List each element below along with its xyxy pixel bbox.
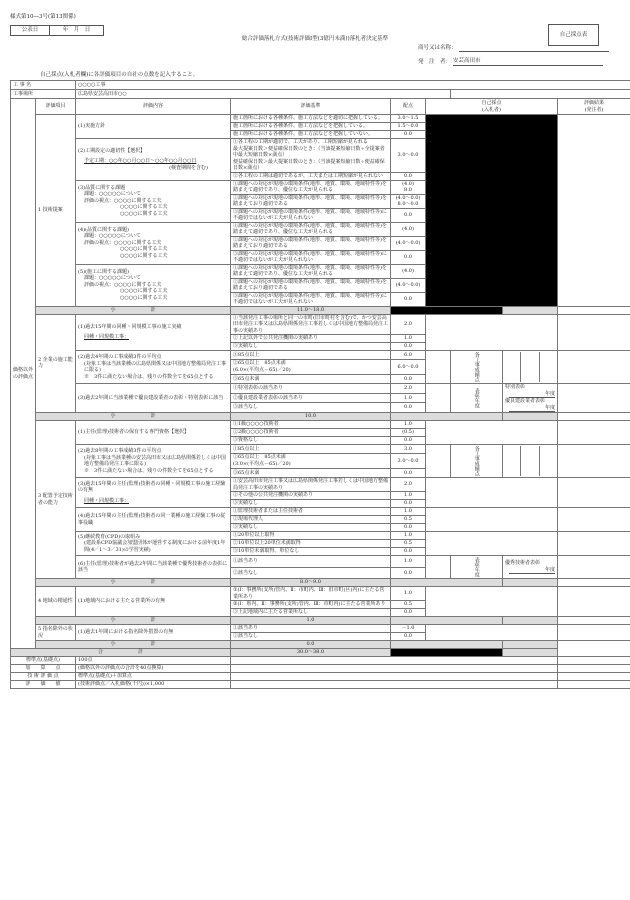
evaluation-content xyxy=(76,314,231,351)
result-cell xyxy=(558,314,630,351)
self-score-input[interactable] xyxy=(426,532,558,556)
subtotal-label: 小 計 xyxy=(36,413,231,421)
result-cell xyxy=(558,532,630,556)
criteria-text: ②2級○○○○技術者 xyxy=(231,429,391,437)
self-score-input[interactable] xyxy=(426,478,558,508)
content-title: (5)(施工に関する課題) xyxy=(78,268,129,275)
form-number: 様式第10―3号(第13関係) xyxy=(10,14,76,20)
footer-label: 標準点(基礎点) xyxy=(11,657,76,665)
evaluation-content xyxy=(76,384,231,413)
criteria-text: ②65点以上 85点未満 (6.0×(平均点－65)／20) xyxy=(231,359,391,374)
points-value: 2.0 xyxy=(391,314,426,335)
content-title: (2)工期設定の適切性【選択】 xyxy=(78,147,146,154)
content-title: (6)主任(監理)技術者が過去2年間に当該業種で優秀技術者の表彰に該当 xyxy=(78,560,228,573)
footer-blank xyxy=(231,657,558,665)
content-line: ※ 3件に満たない場合は、残りの件数全てを65点とする xyxy=(84,467,214,474)
self-score-input[interactable] xyxy=(426,351,451,384)
orderer-label: 発 注 者： xyxy=(418,59,452,65)
content-title: (4)(品質に関する課題) xyxy=(78,226,129,233)
grade-input-1[interactable] xyxy=(503,352,521,382)
blank-cell xyxy=(451,90,630,99)
criteria-text: ③65点未満 xyxy=(231,375,391,384)
content-line: 評価の視点：○○○○に関する工夫 xyxy=(84,239,162,246)
subtotal-self xyxy=(391,306,503,314)
outer-label: 価格以外の評価点 xyxy=(11,99,36,649)
points-value: 3.0～0.0 xyxy=(391,453,426,468)
col-header-content: 評価内容 xyxy=(76,99,231,115)
content-title: (1)過去1年間における指名除外措置の有無 xyxy=(78,629,174,636)
content-line: ※ 3件に満たない場合は、残りの件数全てを65点とする xyxy=(84,373,214,380)
evaluation-content xyxy=(76,532,231,556)
evaluation-content xyxy=(76,587,231,617)
subtotal-points: 0.0 xyxy=(231,641,391,649)
evaluation-content xyxy=(76,264,231,306)
content-title: (3)過去15年間の主任(監理)技術者の同種・同規模工事の施工経験の有無 xyxy=(78,480,226,494)
total-label: 合 計 xyxy=(11,649,231,657)
self-score-input[interactable] xyxy=(426,625,558,641)
self-score-input[interactable] xyxy=(426,314,558,351)
points-value: 0.0 xyxy=(391,375,426,384)
col-header-result: 評価結果 (発注者) xyxy=(558,99,630,115)
criteria-text: ②該当なし xyxy=(231,633,391,641)
criteria-text: ②課題への対応が現地の環境条件(地形、地質、環境、地域特性等)を踏まえており適切である xyxy=(231,278,391,292)
content-line: (対象工事は当該業種の広島県関係又は中国地方整備局発注工事に限る) xyxy=(84,360,226,373)
result-cell xyxy=(558,445,630,478)
self-score-label: 自己採点表 xyxy=(548,24,599,46)
footer-blank xyxy=(231,681,558,689)
content-line: ○○○○に関する工夫 xyxy=(120,252,168,259)
project-name-value: ○○○○工事 xyxy=(76,81,630,90)
evaluation-content xyxy=(76,115,231,139)
evaluation-table xyxy=(10,80,630,689)
points-value: 0.0 xyxy=(391,548,426,556)
content-title: (1)過去15年間の同種・同規模工事の施工実績 xyxy=(78,323,182,330)
criteria-text: ①該当あり xyxy=(231,625,391,633)
criteria-text: ①85点以上 xyxy=(231,445,391,454)
subtotal-result xyxy=(503,617,558,625)
subtotal-result xyxy=(503,641,558,649)
footer-result xyxy=(558,681,630,689)
col-header-self: 自己採点 (入札者) xyxy=(426,99,558,115)
content-line: ○○○○に関する工夫 xyxy=(120,246,168,253)
points-value: (4.0～0.0) xyxy=(391,278,426,292)
criteria-text: ①85点以上 xyxy=(231,351,391,360)
self-score-input[interactable] xyxy=(426,556,451,579)
footer-label: 技 術 評 価 点 xyxy=(11,673,76,681)
footer-value: 標準点(基礎点)＋加算点 xyxy=(76,673,231,681)
company-field xyxy=(418,44,609,52)
criteria-text: ①特別表彰の該当あり xyxy=(231,384,391,394)
section-label: 4 地域の精通性 xyxy=(36,587,76,617)
content-line: 課題：○○○○○について xyxy=(84,233,141,240)
footer-result xyxy=(558,665,630,673)
points-value: 2.0 xyxy=(391,478,426,492)
grade-input-1[interactable] xyxy=(503,446,521,476)
points-value: 0.0 xyxy=(391,131,426,139)
section-label: 2 企業の施工能力 xyxy=(36,314,76,413)
criteria-text: ①課題への対応が現地の環境条件(地形、地質、環境、地域特性等)を踏まえて適切であり、優位な工夫が見られる xyxy=(231,180,391,194)
subtotal-result xyxy=(503,306,558,314)
content-line: 評価の視点：○○○○に関する工夫 xyxy=(84,197,162,204)
criteria-text: ③10単位未満取得、単位なし xyxy=(231,548,391,556)
content-note: (検査期間を含む) xyxy=(169,164,208,171)
subtotal-label: 小 計 xyxy=(36,306,231,314)
self-score-input[interactable] xyxy=(426,445,451,478)
criteria-text: ③課題への対応が現地の環境条件(地形、地質、環境、地域特性等)に不適切ではないが工夫が見られない xyxy=(231,250,391,264)
award-line: 年度 xyxy=(509,405,555,413)
criteria-text: ③課題への対応が現地の環境条件(地形、地質、環境、地域特性等)に不適切ではないが工夫が見られない xyxy=(231,208,391,222)
content-line: ○○○○に関する工夫 xyxy=(120,204,168,211)
self-score-input[interactable] xyxy=(426,421,558,445)
evaluation-content xyxy=(76,625,231,641)
content-line: (対象工事は当該業種の安芸高田市又は広島県関係若しくは中国地方整備局発注工事に限る) xyxy=(84,454,226,467)
points-value: 3.0 xyxy=(391,445,426,454)
evaluation-content xyxy=(76,421,231,445)
col-header-criteria: 評価基準 xyxy=(231,99,391,115)
content-title: (1)地域内における主たる営業所の有無 xyxy=(78,598,166,605)
points-value: 1.0 xyxy=(391,587,426,601)
footer-blank xyxy=(231,665,558,673)
points-value: 0.0 xyxy=(391,403,426,413)
document-title: 総合評価落札方式(技術評価Ⅰ型(3億円未満))落札者決定基準 xyxy=(241,36,389,42)
self-score-input[interactable] xyxy=(426,587,558,617)
project-location-label: 工事場所 xyxy=(11,90,76,99)
content-title: (1)実施方針 xyxy=(78,123,106,130)
criteria-text: ③資格なし xyxy=(231,437,391,445)
section-label: 3 配置予定技術者の能力 xyxy=(36,421,76,579)
content-title: (5)継続教育(CPD)の取組み xyxy=(78,533,141,540)
evaluation-content xyxy=(76,556,231,579)
evaluation-content xyxy=(76,508,231,532)
criteria-text: ①監理技術者または主任技術者 xyxy=(231,508,391,516)
grade-input-2[interactable] xyxy=(521,446,539,476)
points-value: 0.0 xyxy=(391,567,426,579)
points-value: 0.5 xyxy=(391,516,426,524)
evaluation-content xyxy=(76,139,231,181)
points-value: 6.0～0.0 xyxy=(391,359,426,374)
result-cell xyxy=(558,384,630,413)
points-value: 1.0 xyxy=(391,532,426,540)
col-header-item: 評価項目 xyxy=(36,99,76,115)
instruction-text: 自己採点(入札者欄)に各評価項目の自社の点数を記入すること。 xyxy=(40,72,199,78)
criteria-text: ②上記以外で公共発注機関の実績あり xyxy=(231,335,391,343)
self-score-input[interactable] xyxy=(426,508,558,532)
side-label: 各工事成績点 xyxy=(451,351,503,384)
company-input[interactable] xyxy=(459,44,609,52)
award-line: 年度 xyxy=(509,567,555,575)
grade-input-2[interactable] xyxy=(521,352,539,382)
criteria-text: ②優良建設業者表彰の該当あり xyxy=(231,393,391,403)
evaluation-content xyxy=(76,222,231,264)
content-title: (3)過去2年間に当該業種で優良建設業者の表彰・特別表彰に該当 xyxy=(78,394,224,401)
points-value: 3.0～1.5 xyxy=(391,115,426,123)
subtotal-points: 11.0～18.0 xyxy=(231,306,391,314)
content-line: 課題：○○○○○について xyxy=(84,275,141,282)
criteria-text: ①課題への対応が現地の環境条件(地形、地質、環境、地域特性等)を踏まえて適切であり、優位な工夫が見られる xyxy=(231,222,391,236)
content-title: (2)過去8年間の工事成績3件の平均点 xyxy=(78,448,162,454)
award-line: 特別表彰 xyxy=(505,384,526,390)
criteria-text: ③実績なし xyxy=(231,524,391,532)
award-year-field[interactable] xyxy=(503,384,558,413)
criteria-text: ①20単位以上取得 xyxy=(231,532,391,540)
publication-label: 公表日 xyxy=(11,26,50,35)
section-label: 1 技術提案 xyxy=(36,115,76,307)
points-value: 1.0 xyxy=(391,335,426,343)
points-value: (4.0) xyxy=(391,264,426,278)
result-cell xyxy=(558,478,630,508)
subtotal-self[interactable] xyxy=(391,579,503,587)
self-score-blacked xyxy=(426,115,558,307)
orderer-field xyxy=(418,58,603,66)
points-value: 0.0 xyxy=(391,524,426,532)
points-value: (4.0) 8.0 xyxy=(391,180,426,194)
total-points: 30.0～38.0 xyxy=(231,649,391,657)
content-title: (1)主任(監理)技術者の保有する専門資格【選択】 xyxy=(78,429,189,436)
criteria-text: ②現場代理人 xyxy=(231,516,391,524)
criteria-text: ①該当あり xyxy=(231,556,391,568)
points-value: 0.0 xyxy=(391,469,426,478)
publication-date-box xyxy=(10,25,104,36)
points-value: 0.0 xyxy=(391,292,426,306)
result-cell xyxy=(558,115,630,307)
criteria-text: ③上記地域内に主たる営業所なし xyxy=(231,609,391,617)
evaluation-content xyxy=(76,478,231,508)
criteria-text: ③実績なし xyxy=(231,500,391,508)
result-cell xyxy=(558,421,630,445)
criteria-text: ①(Ⅰ：事務所(支所)管内、Ⅱ：市町内、Ⅲ：旧市町(区)内)に主たる営業所あり xyxy=(231,587,391,601)
criteria-text: ②(Ⅰ：県内、Ⅱ：事務所(支所)管内、Ⅲ：市町内)に主たる営業所あり xyxy=(231,601,391,609)
footer-value: (技術評価点／入札価格(千円))×1,000 xyxy=(76,681,231,689)
side-label: 各工事成績点 xyxy=(451,445,503,478)
criteria-text: ②その他の公共発注機関の実績あり xyxy=(231,492,391,500)
subtotal-self[interactable] xyxy=(391,617,503,625)
points-value: 2.0 xyxy=(391,384,426,394)
points-value: 1.0 xyxy=(391,556,426,568)
points-value: 0.0 xyxy=(391,633,426,641)
criteria-text: 施工箇所における各種条件、施工方法などを把握していない。 xyxy=(231,131,391,139)
content-line: 評価の視点：○○○○に関する工夫 xyxy=(84,281,162,288)
footer-result xyxy=(558,657,630,665)
grade-input-3[interactable] xyxy=(540,352,557,382)
side-label: 表彰年度 xyxy=(451,384,503,413)
subtotal-label: 小 計 xyxy=(36,641,231,649)
result-cell xyxy=(558,351,630,384)
publication-date[interactable]: 年 月 日 xyxy=(62,27,91,34)
content-line: (建設系CPD協議会加盟団体が運営する制度における前年度1年間(4／1～3／31)の学習実績) xyxy=(84,540,226,553)
criteria-text: ①1級○○○○技術者 xyxy=(231,421,391,429)
subtotal-result xyxy=(503,413,558,421)
col-header-points: 配点 xyxy=(391,99,426,115)
total-result xyxy=(503,649,558,657)
grade-input-3[interactable] xyxy=(540,446,557,476)
points-value: 0.0 xyxy=(391,343,426,351)
content-line: ○○○○に関する工夫 xyxy=(120,288,168,295)
subtotal-points: 1.0 xyxy=(231,617,391,625)
criteria-text: ③65点未満 xyxy=(231,469,391,478)
content-extra[interactable]: 同種・同規模工事： xyxy=(84,497,130,504)
criteria-text: ②65点以上 85点未満 (3.0×(平均点－65)／20) xyxy=(231,453,391,468)
points-value: 6.0 xyxy=(391,351,426,360)
criteria-text: ②10単位以上20単位未満取得 xyxy=(231,540,391,548)
footer-value: (価格以外の評価点の合計を40点換算) xyxy=(76,665,231,673)
criteria-text: 施工箇所における各種条件、施工方法などを把握している。 xyxy=(231,123,391,131)
footer-label: 評 価 値 xyxy=(11,681,76,689)
content-line: ○○○○に関する工夫 xyxy=(120,210,168,217)
points-value: 0.0 xyxy=(391,208,426,222)
footer-result xyxy=(558,673,630,681)
points-value: －1.0 xyxy=(391,625,426,633)
section-label: 5 指名除外の状況 xyxy=(36,625,76,641)
points-value: 3.0～0.0 xyxy=(391,139,426,173)
points-value: 0.5 xyxy=(391,540,426,548)
content-title: (3)品質に関する課題 xyxy=(78,184,126,191)
points-value: (0.5) xyxy=(391,429,426,437)
project-location-value: 広島県安芸高田市○○ xyxy=(76,90,451,99)
award-line: 優良建設業者表彰 xyxy=(505,398,546,404)
self-score-input[interactable] xyxy=(426,384,451,413)
subtotal-self[interactable] xyxy=(391,641,503,649)
criteria-text: ②課題への対応が現地の環境条件(地形、地質、環境、地域特性等)を踏まえており適切である xyxy=(231,236,391,250)
subtotal-points: 10.0 xyxy=(231,413,391,421)
criteria-text: ②各工程の工期は適切であるが、工夫または工期短縮が見られない xyxy=(231,172,391,180)
criteria-text: ①課題への対応が現地の環境条件(地形、地質、環境、地域特性等)を踏まえて適切であり、優位な工夫が見られる xyxy=(231,264,391,278)
criteria-text: ③該当なし xyxy=(231,403,391,413)
points-value: 0.0 xyxy=(391,172,426,180)
points-value: 1.5～0.0 xyxy=(391,123,426,131)
award-line: 年度 xyxy=(509,391,555,399)
subtotal-self[interactable] xyxy=(391,413,503,421)
evaluation-content xyxy=(76,445,231,478)
evaluation-content xyxy=(76,180,231,222)
grade-inputs xyxy=(503,351,558,384)
content-title: (2)過去4年間の工事成績3件の平均点 xyxy=(78,354,162,360)
evaluation-content xyxy=(76,351,231,384)
content-title: (4)過去15年間の主任(監理)技術者の同一業種の施工経験工事の従事役職 xyxy=(78,513,226,526)
subtotal-label: 小 計 xyxy=(36,579,231,587)
result-cell xyxy=(558,556,630,579)
points-value: (4.0～0.0) 8.0～0.0 xyxy=(391,194,426,208)
points-value: 0.0 xyxy=(391,500,426,508)
points-value: (4.0) xyxy=(391,222,426,236)
award-line: 優秀技術者表彰 xyxy=(505,560,541,566)
points-value: 0.0 xyxy=(391,437,426,445)
content-line: ○○○○に関する工夫 xyxy=(120,294,168,301)
subtotal-result xyxy=(503,579,558,587)
criteria-text: ①安芸高田市発注工事又は広島県関係発注工事若しくは中国地方整備局発注工事の実績あり xyxy=(231,478,391,492)
subtotal-label: 小 計 xyxy=(36,617,231,625)
company-label: 商号又は名称： xyxy=(418,45,457,52)
criteria-text: ②課題への対応が現地の環境条件(地形、地質、環境、地域特性等)を踏まえており適切である xyxy=(231,194,391,208)
points-value: 1.0 xyxy=(391,492,426,500)
points-value: 0.5 xyxy=(391,601,426,609)
criteria-text: ②該当なし xyxy=(231,567,391,579)
points-value: 1.0 xyxy=(391,393,426,403)
points-value: 1.0 xyxy=(391,421,426,429)
result-cell xyxy=(558,625,630,641)
result-cell xyxy=(558,508,630,532)
points-value: (4.0～0.0) xyxy=(391,236,426,250)
criteria-text: 施工箇所における各種条件、施工方法などを適切に把握している。 xyxy=(231,115,391,123)
subtotal-points: 8.0～9.0 xyxy=(231,579,391,587)
orderer-value: 安芸高田市 xyxy=(453,58,603,66)
grade-inputs xyxy=(503,445,558,478)
side-label: 表彰年度 xyxy=(451,556,503,579)
content-line: 課題：○○○○○について xyxy=(84,191,141,198)
result-cell xyxy=(558,587,630,617)
criteria-text: ③課題への対応が現地の環境条件(地形、地質、環境、地域特性等)に不適切ではないが工夫が見られない xyxy=(231,292,391,306)
content-extra[interactable]: 同種・同規模工事： xyxy=(84,334,130,341)
points-value: 1.0 xyxy=(391,508,426,516)
points-value: 0.0 xyxy=(391,609,426,617)
project-name-label: 工 事 名 xyxy=(11,81,76,90)
criteria-text: ①各工程の工期が適切で、工夫があり、工期短縮が見られる 最大提案日数＞便益確保日数のとき：（当該提案短縮日数÷全提案者中最大短縮日数×満点） 便益確保日数＞最大提案日数のとき：（当該提案短縮日数÷便益確保日数×満点） xyxy=(231,139,391,173)
footer-label: 加 算 点 xyxy=(11,665,76,673)
points-value: 0.0 xyxy=(391,250,426,264)
total-self-blacked xyxy=(391,649,503,657)
footer-value: 100点 xyxy=(76,657,231,665)
criteria-text: ①当該発注工事の場所と同一の市町(旧市町村を含む)で、かつ安芸高田市発注工事又は広島県関係発注工事若しくは中国地方整備局発注工事の実績あり xyxy=(231,314,391,335)
footer-blank xyxy=(231,673,558,681)
criteria-text: ③実績なし xyxy=(231,343,391,351)
award-year-field[interactable] xyxy=(503,556,558,579)
content-extra[interactable]: 予定工期：○○年○○月○○日～○○年○○月○○日 xyxy=(84,158,197,164)
